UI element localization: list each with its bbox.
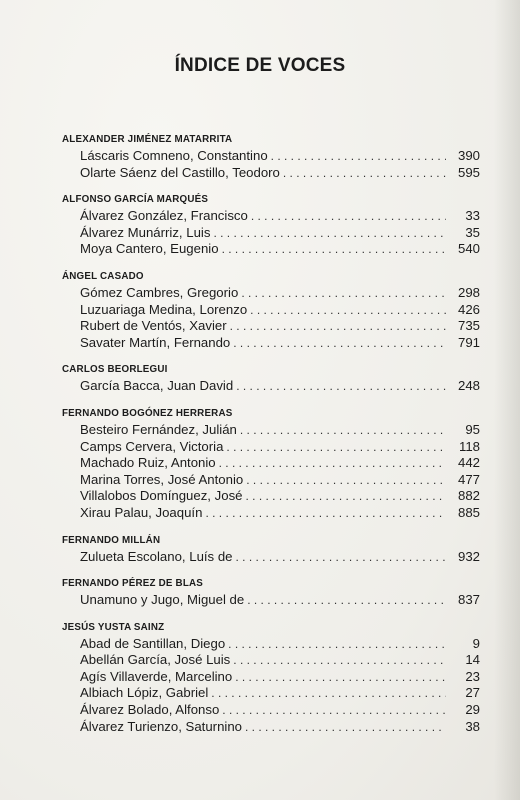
- entry-name: Láscaris Comneno, Constantino: [80, 148, 268, 163]
- entry-name: Marina Torres, José Antonio: [80, 471, 244, 487]
- entry-page-number: 27: [465, 685, 480, 701]
- entry-page-number: 9: [472, 635, 480, 651]
- entry-name: Álvarez González, Francisco: [80, 208, 248, 224]
- entry-name: Gómez Cambres, Gregorio: [80, 284, 239, 300]
- dot-leader: [228, 637, 446, 651]
- author-section: [54, 622, 480, 736]
- entry-page-number: 595: [457, 164, 480, 180]
- author-name: FERNANDO PÉREZ DE BLAS: [62, 578, 204, 590]
- index-entry: [80, 505, 480, 522]
- entry-name: Álvarez Munárriz, Luis: [80, 224, 211, 240]
- entry-page-number: 248: [457, 378, 480, 394]
- entry-name: Álvarez Turienzo, Saturnino: [80, 718, 242, 734]
- dot-leader: [246, 489, 447, 503]
- entry-name: Zulueta Escolano, Luís de: [80, 548, 233, 564]
- index-entry: [80, 455, 480, 472]
- dot-leader: [251, 209, 446, 223]
- dot-leader: [226, 440, 446, 454]
- author-section: [54, 134, 480, 181]
- index-entry: [80, 439, 480, 456]
- index-entry: [80, 702, 480, 719]
- entry-page-number: 885: [457, 504, 480, 520]
- entry-name: Abellán García, José Luis: [80, 652, 231, 668]
- entry-page-number: 33: [465, 208, 480, 224]
- dot-leader: [271, 149, 446, 163]
- dot-leader: [230, 319, 446, 333]
- entry-page-number: 298: [457, 284, 480, 300]
- entry-name: García Bacca, Juan David: [80, 378, 234, 394]
- dot-leader: [235, 670, 446, 684]
- entry-name: Agís Villaverde, Marcelino: [80, 668, 233, 684]
- dot-leader: [205, 506, 446, 520]
- entry-page-number: 837: [457, 592, 480, 608]
- page-title: ÍNDICE DE VOCES: [174, 55, 346, 76]
- entry-page-number: 118: [458, 438, 480, 454]
- author-name: ALEXANDER JIMÉNEZ MATARRITA: [62, 134, 233, 145]
- index-entry: [80, 669, 480, 686]
- author-section: [54, 535, 480, 566]
- entry-name: Unamuno y Jugo, Miguel de: [80, 592, 245, 608]
- index-entry: [80, 208, 480, 225]
- dot-leader: [241, 286, 446, 300]
- index-sections: [54, 134, 480, 735]
- dot-leader: [222, 703, 446, 717]
- author-name: FERNANDO BOGÓNEZ HERRERAS: [62, 407, 233, 419]
- author-name: FERNANDO MILLÁN: [62, 534, 161, 546]
- entry-page-number: 38: [465, 718, 480, 734]
- author-name: CARLOS BEORLEGUI: [62, 364, 168, 376]
- entry-name: Savater Martín, Fernando: [80, 334, 231, 350]
- entry-name: Luzuariaga Medina, Lorenzo: [80, 301, 248, 317]
- index-entry: [80, 335, 480, 352]
- entry-name: Álvarez Bolado, Alfonso: [80, 702, 220, 718]
- dot-leader: [222, 242, 446, 256]
- index-entry: [80, 652, 480, 669]
- dot-leader: [236, 379, 446, 393]
- dot-leader: [247, 593, 446, 607]
- dot-leader: [233, 653, 446, 667]
- entry-page-number: 477: [457, 471, 480, 487]
- index-entry: [80, 302, 480, 319]
- entry-name: Olarte Sáenz del Castillo, Teodoro: [80, 164, 280, 180]
- entry-name: Villalobos Domínguez, José: [80, 488, 243, 504]
- index-entry: [80, 318, 480, 335]
- index-entry: [80, 549, 480, 566]
- entry-page-number: 95: [465, 421, 480, 437]
- author-section: [54, 578, 480, 609]
- index-entry: [80, 422, 480, 439]
- index-entry: [80, 488, 480, 505]
- entry-name: Moya Cantero, Eugenio: [80, 241, 219, 257]
- index-entry: [80, 636, 480, 653]
- index-entry: [80, 719, 480, 736]
- entry-page-number: 35: [465, 224, 480, 240]
- dot-leader: [245, 720, 446, 734]
- dot-leader: [283, 166, 446, 180]
- author-section: [54, 364, 480, 395]
- author-name: JESÚS YUSTA SAINZ: [62, 621, 165, 633]
- index-entry: [80, 685, 480, 702]
- entry-name: Machado Ruiz, Antonio: [80, 455, 216, 471]
- author-section: [54, 194, 480, 258]
- entry-name: Abad de Santillan, Diego: [80, 635, 226, 651]
- index-entry: [80, 241, 480, 258]
- entry-name: Rubert de Ventós, Xavier: [80, 318, 227, 334]
- entry-page-number: 23: [465, 668, 480, 684]
- index-entry: [80, 592, 480, 609]
- entry-page-number: 735: [457, 318, 480, 334]
- author-section: [54, 408, 480, 522]
- author-name: ALFONSO GARCÍA MARQUÉS: [62, 194, 209, 206]
- dot-leader: [236, 550, 447, 564]
- author-section: [54, 271, 480, 351]
- index-entry: [80, 225, 480, 242]
- dot-leader: [246, 473, 446, 487]
- entry-page-number: 540: [457, 241, 480, 257]
- entry-page-number: 390: [457, 148, 480, 163]
- entry-page-number: 791: [457, 334, 480, 350]
- entry-page-number: 14: [465, 652, 480, 668]
- entry-page-number: 932: [457, 548, 480, 564]
- index-entry: [80, 472, 480, 489]
- dot-leader: [233, 336, 446, 350]
- author-name: ÁNGEL CASADO: [62, 270, 144, 282]
- dot-leader: [219, 456, 446, 470]
- index-entry: [80, 148, 480, 165]
- dot-leader: [211, 686, 446, 700]
- entry-name: Xirau Palau, Joaquín: [80, 504, 203, 520]
- entry-page-number: 426: [457, 301, 480, 317]
- dot-leader: [213, 226, 446, 240]
- entry-name: Camps Cervera, Victoria: [80, 438, 224, 454]
- index-entry: [80, 285, 480, 302]
- dot-leader: [240, 423, 446, 437]
- dot-leader: [250, 303, 446, 317]
- entry-name: Albiach Lópiz, Gabriel: [80, 685, 209, 701]
- entry-page-number: 442: [457, 455, 480, 471]
- index-entry: [80, 378, 480, 395]
- entry-page-number: 882: [457, 488, 480, 504]
- entry-page-number: 29: [465, 702, 480, 718]
- entry-name: Besteiro Fernández, Julián: [80, 421, 237, 437]
- index-entry: [80, 165, 480, 182]
